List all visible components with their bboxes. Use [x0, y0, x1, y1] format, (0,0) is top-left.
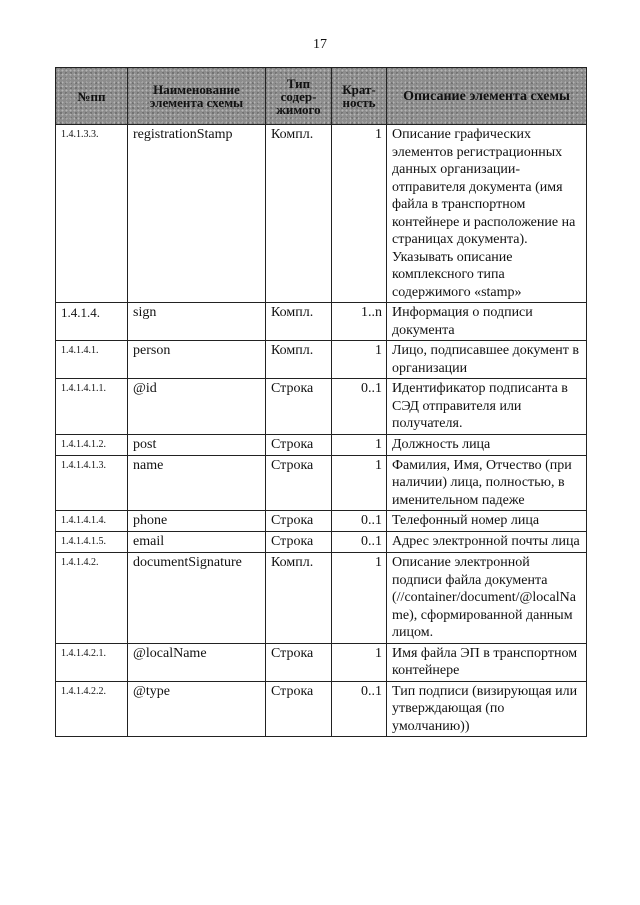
header-number: №пп: [56, 68, 128, 125]
row-element-name: name: [128, 455, 266, 511]
row-number: 1.4.1.4.2.: [56, 553, 128, 644]
row-content-type: Компл.: [266, 341, 332, 379]
row-element-name: @id: [128, 379, 266, 435]
row-multiplicity: 0..1: [332, 681, 387, 737]
table-row: [56, 303, 587, 341]
header-description: Описание элемента схемы: [387, 68, 587, 125]
row-multiplicity: 1: [332, 341, 387, 379]
table-row: [56, 379, 587, 435]
row-content-type: Строка: [266, 434, 332, 455]
row-content-type: Компл.: [266, 553, 332, 644]
row-multiplicity: 0..1: [332, 379, 387, 435]
row-content-type: Строка: [266, 511, 332, 532]
row-content-type: Строка: [266, 379, 332, 435]
row-content-type: Строка: [266, 643, 332, 681]
row-element-name: phone: [128, 511, 266, 532]
row-multiplicity: 1: [332, 455, 387, 511]
table-row: [56, 532, 587, 553]
page-number: 17: [313, 37, 327, 52]
schema-table: [55, 67, 587, 737]
table-row: [56, 511, 587, 532]
table-header-row: [56, 68, 587, 125]
row-description: Должность лица: [387, 434, 587, 455]
row-description: Тип подписи (визирующая или утверждающая (по умолчанию)): [387, 681, 587, 737]
table-row: [56, 643, 587, 681]
row-element-name: post: [128, 434, 266, 455]
row-content-type: Строка: [266, 455, 332, 511]
row-multiplicity: 0..1: [332, 532, 387, 553]
row-element-name: @type: [128, 681, 266, 737]
table-row: [56, 681, 587, 737]
row-element-name: email: [128, 532, 266, 553]
row-number: 1.4.1.4.2.2.: [56, 681, 128, 737]
row-multiplicity: 1: [332, 553, 387, 644]
row-description: Телефонный номер лица: [387, 511, 587, 532]
row-multiplicity: 0..1: [332, 511, 387, 532]
row-number: 1.4.1.4.1.2.: [56, 434, 128, 455]
row-multiplicity: 1: [332, 125, 387, 303]
table-row: [56, 125, 587, 303]
header-content-type: Тип содер-жимого: [266, 68, 332, 125]
row-description: Идентификатор подписанта в СЭД отправителя или получателя.: [387, 379, 587, 435]
row-element-name: documentSignature: [128, 553, 266, 644]
row-content-type: Компл.: [266, 303, 332, 341]
row-multiplicity: 1: [332, 643, 387, 681]
row-description: Описание графических элементов регистрационных данных организации-отправителя документа (имя файла в транспортном контейнере и расположение на страницах документа). Указывать описание комплексного типа содержимого «stamp»: [387, 125, 587, 303]
row-number: 1.4.1.4.1.1.: [56, 379, 128, 435]
row-element-name: @localName: [128, 643, 266, 681]
row-content-type: Строка: [266, 532, 332, 553]
table-row: [56, 455, 587, 511]
row-multiplicity: 1: [332, 434, 387, 455]
row-number: 1.4.1.4.1.3.: [56, 455, 128, 511]
row-description: Описание электронной подписи файла документа (//container/document/@localName), сформированной данным лицом.: [387, 553, 587, 644]
table-row: [56, 553, 587, 644]
row-multiplicity: 1..n: [332, 303, 387, 341]
table-row: [56, 434, 587, 455]
row-number: 1.4.1.4.: [56, 303, 128, 341]
row-number: 1.4.1.3.3.: [56, 125, 128, 303]
row-content-type: Строка: [266, 681, 332, 737]
row-number: 1.4.1.4.1.5.: [56, 532, 128, 553]
row-description: Фамилия, Имя, Отчество (при наличии) лица, полностью, в именительном падеже: [387, 455, 587, 511]
row-number: 1.4.1.4.2.1.: [56, 643, 128, 681]
row-element-name: sign: [128, 303, 266, 341]
row-description: Информация о подписи документа: [387, 303, 587, 341]
row-description: Адрес электронной почты лица: [387, 532, 587, 553]
table-row: [56, 341, 587, 379]
row-description: Лицо, подписавшее документ в организации: [387, 341, 587, 379]
row-element-name: person: [128, 341, 266, 379]
header-element-name: Наименование элемента схемы: [128, 68, 266, 125]
row-description: Имя файла ЭП в транспортном контейнере: [387, 643, 587, 681]
header-multiplicity: Крат-ность: [332, 68, 387, 125]
row-number: 1.4.1.4.1.: [56, 341, 128, 379]
row-content-type: Компл.: [266, 125, 332, 303]
row-element-name: registrationStamp: [128, 125, 266, 303]
row-number: 1.4.1.4.1.4.: [56, 511, 128, 532]
